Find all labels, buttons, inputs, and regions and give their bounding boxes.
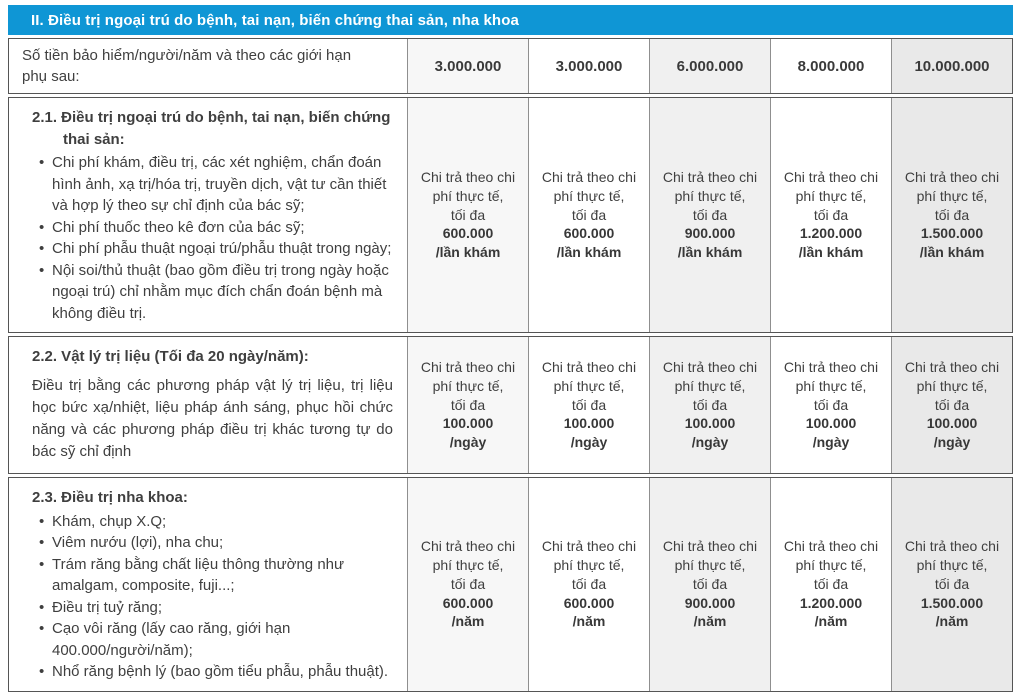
list-item-text: Nội soi/thủ thuật (bao gồm điều trị trong ngày hoặc ngoại trú) chỉ nhằm mục đích chẩn đoán bệnh mà không điều trị.: [52, 261, 389, 322]
benefit-amount: 100.000: [926, 415, 978, 432]
limits-row: [8, 38, 1013, 94]
limits-label-cell: [9, 39, 407, 93]
bullet-glyph: •: [39, 598, 45, 616]
benefit-amount: 600.000: [563, 594, 615, 611]
list-item-text: Khám, chụp X.Q;: [52, 512, 167, 530]
section-2-2-paragraph: Điều trị bằng các phương pháp vật lý trị liệu, trị liệu học bức xạ/nhiệt, liệu pháp ánh sáng, phục hồi chức năng và các phương pháp điều trị khác tương tự do bác sỹ chỉ định: [32, 376, 393, 460]
list-item: [39, 597, 395, 619]
benefit-amount: 100.000: [684, 415, 736, 432]
benefit-unit: /năm: [572, 613, 606, 630]
benefit-amount: 1.200.000: [799, 594, 863, 611]
limit-amount-col-5: 10.000.000: [891, 39, 1012, 93]
list-item: [39, 661, 395, 683]
list-item: [39, 217, 395, 239]
benefit-note: Chi trả theo chi phí thực tế, tối đa: [904, 359, 1000, 413]
section-2-3-title: 2.3. Điều trị nha khoa:: [32, 489, 188, 506]
section-2-3-description-cell: [9, 478, 407, 691]
benefit-note: Chi trả theo chi phí thực tế, tối đa: [783, 359, 879, 413]
section-row-2-2: [8, 336, 1013, 474]
benefit-unit: /năm: [451, 613, 485, 630]
benefit-note: Chi trả theo chi phí thực tế, tối đa: [420, 359, 516, 413]
list-item: [39, 532, 395, 554]
benefit-cell-2-2-col-1: [407, 337, 528, 473]
benefit-unit: /lần khám: [556, 244, 622, 261]
benefit-note: Chi trả theo chi phí thực tế, tối đa: [420, 538, 516, 592]
benefit-unit: /năm: [935, 613, 969, 630]
benefit-amount: 1.500.000: [920, 594, 984, 611]
section-header-title: II. Điều trị ngoại trú do bệnh, tai nạn, biến chứng thai sản, nha khoa: [31, 11, 519, 29]
benefit-amount: 600.000: [563, 225, 615, 242]
benefit-unit: /lần khám: [677, 244, 743, 261]
benefit-cell-2-2-col-2: [528, 337, 649, 473]
benefit-note: Chi trả theo chi phí thực tế, tối đa: [904, 169, 1000, 223]
benefit-note: Chi trả theo chi phí thực tế, tối đa: [420, 169, 516, 223]
benefit-note: Chi trả theo chi phí thực tế, tối đa: [783, 538, 879, 592]
list-item: [39, 260, 395, 325]
benefit-cell-2-3-col-5: [891, 478, 1012, 691]
benefit-amount: 1.200.000: [799, 225, 863, 242]
list-item-text: Chi phí khám, điều trị, các xét nghiệm, chẩn đoán hình ảnh, xạ trị/hóa trị, truyền dịch, vật tư cần thiết và hợp lý theo sự chỉ định của bác sỹ;: [52, 154, 387, 214]
benefit-cell-2-2-col-4: [770, 337, 891, 473]
list-item-text: Nhổ răng bệnh lý (bao gồm tiểu phẫu, phẫu thuật).: [52, 663, 389, 680]
list-item: [39, 152, 395, 217]
section-header-bar: [8, 5, 1013, 35]
benefit-amount: 900.000: [684, 225, 736, 242]
bullet-glyph: •: [39, 663, 45, 680]
bullet-glyph: •: [39, 555, 45, 573]
benefit-note: Chi trả theo chi phí thực tế, tối đa: [541, 359, 637, 413]
benefit-note: Chi trả theo chi phí thực tế, tối đa: [662, 169, 758, 223]
benefit-unit: /ngày: [691, 434, 729, 451]
limit-amount-col-1: 3.000.000: [407, 39, 528, 93]
benefit-note: Chi trả theo chi phí thực tế, tối đa: [662, 538, 758, 592]
benefit-cell-2-1-col-1: [407, 98, 528, 332]
list-item-text: Chi phí phẫu thuật ngoại trú/phẫu thuật trong ngày;: [52, 240, 392, 257]
benefit-unit: /ngày: [449, 434, 487, 451]
bullet-glyph: •: [39, 534, 45, 551]
benefit-cell-2-1-col-4: [770, 98, 891, 332]
bullet-glyph: •: [39, 240, 45, 257]
benefit-amount: 600.000: [442, 594, 494, 611]
list-item-text: Viêm nướu (lợi), nha chu;: [52, 534, 224, 551]
section-row-2-1: [8, 97, 1013, 333]
benefit-cell-2-2-col-5: [891, 337, 1012, 473]
benefit-note: Chi trả theo chi phí thực tế, tối đa: [662, 359, 758, 413]
benefit-unit: /ngày: [933, 434, 971, 451]
benefit-note: Chi trả theo chi phí thực tế, tối đa: [904, 538, 1000, 592]
section-2-2-description-cell: [9, 337, 407, 473]
benefit-unit: /lần khám: [798, 244, 864, 261]
bullet-glyph: •: [39, 261, 45, 279]
section-2-2-title: 2.2. Vật lý trị liệu (Tối đa 20 ngày/năm):: [32, 348, 309, 365]
benefit-unit: /lần khám: [435, 244, 501, 261]
section-2-1-title: 2.1. Điều trị ngoại trú do bệnh, tai nạn, biến chứng thai sản:: [32, 109, 391, 148]
benefit-cell-2-1-col-5: [891, 98, 1012, 332]
benefit-cell-2-1-col-2: [528, 98, 649, 332]
benefit-amount: 100.000: [805, 415, 857, 432]
section-2-1-description-cell: [9, 98, 407, 332]
bullet-glyph: •: [39, 620, 45, 637]
benefit-amount: 100.000: [442, 415, 494, 432]
benefit-note: Chi trả theo chi phí thực tế, tối đa: [541, 169, 637, 223]
list-item: [39, 618, 395, 661]
benefit-unit: /năm: [814, 613, 848, 630]
benefit-unit: /ngày: [570, 434, 608, 451]
benefit-amount: 1.500.000: [920, 225, 984, 242]
limit-amount-col-3: 6.000.000: [649, 39, 770, 93]
benefit-amount: 100.000: [563, 415, 615, 432]
list-item: [39, 238, 395, 260]
benefit-amount: 600.000: [442, 225, 494, 242]
bullet-glyph: •: [39, 512, 45, 530]
benefit-cell-2-3-col-1: [407, 478, 528, 691]
list-item: [39, 511, 395, 533]
benefit-unit: /ngày: [812, 434, 850, 451]
benefit-unit: /lần khám: [919, 244, 985, 261]
benefit-cell-2-2-col-3: [649, 337, 770, 473]
list-item-text: Điều trị tuỷ răng;: [52, 598, 163, 616]
benefit-note: Chi trả theo chi phí thực tế, tối đa: [541, 538, 637, 592]
section-row-2-3: [8, 477, 1013, 692]
list-item-text: Trám răng bằng chất liệu thông thường như amalgam, composite, fuji...;: [52, 555, 345, 594]
limit-amount-col-2: 3.000.000: [528, 39, 649, 93]
benefit-cell-2-3-col-3: [649, 478, 770, 691]
benefit-amount: 900.000: [684, 594, 736, 611]
benefit-unit: /năm: [693, 613, 727, 630]
list-item-text: Cạo vôi răng (lấy cao răng, giới hạn 400.000/người/năm);: [52, 620, 291, 659]
bullet-glyph: •: [39, 218, 45, 236]
benefit-cell-2-3-col-2: [528, 478, 649, 691]
list-item-text: Chi phí thuốc theo kê đơn của bác sỹ;: [52, 218, 305, 236]
limit-amount-col-4: 8.000.000: [770, 39, 891, 93]
benefit-cell-2-3-col-4: [770, 478, 891, 691]
bullet-glyph: •: [39, 154, 45, 171]
limits-label: Số tiền bảo hiểm/người/năm và theo các giới hạn phụ sau:: [22, 47, 352, 85]
list-item: [39, 554, 395, 597]
benefit-cell-2-1-col-3: [649, 98, 770, 332]
benefit-note: Chi trả theo chi phí thực tế, tối đa: [783, 169, 879, 223]
